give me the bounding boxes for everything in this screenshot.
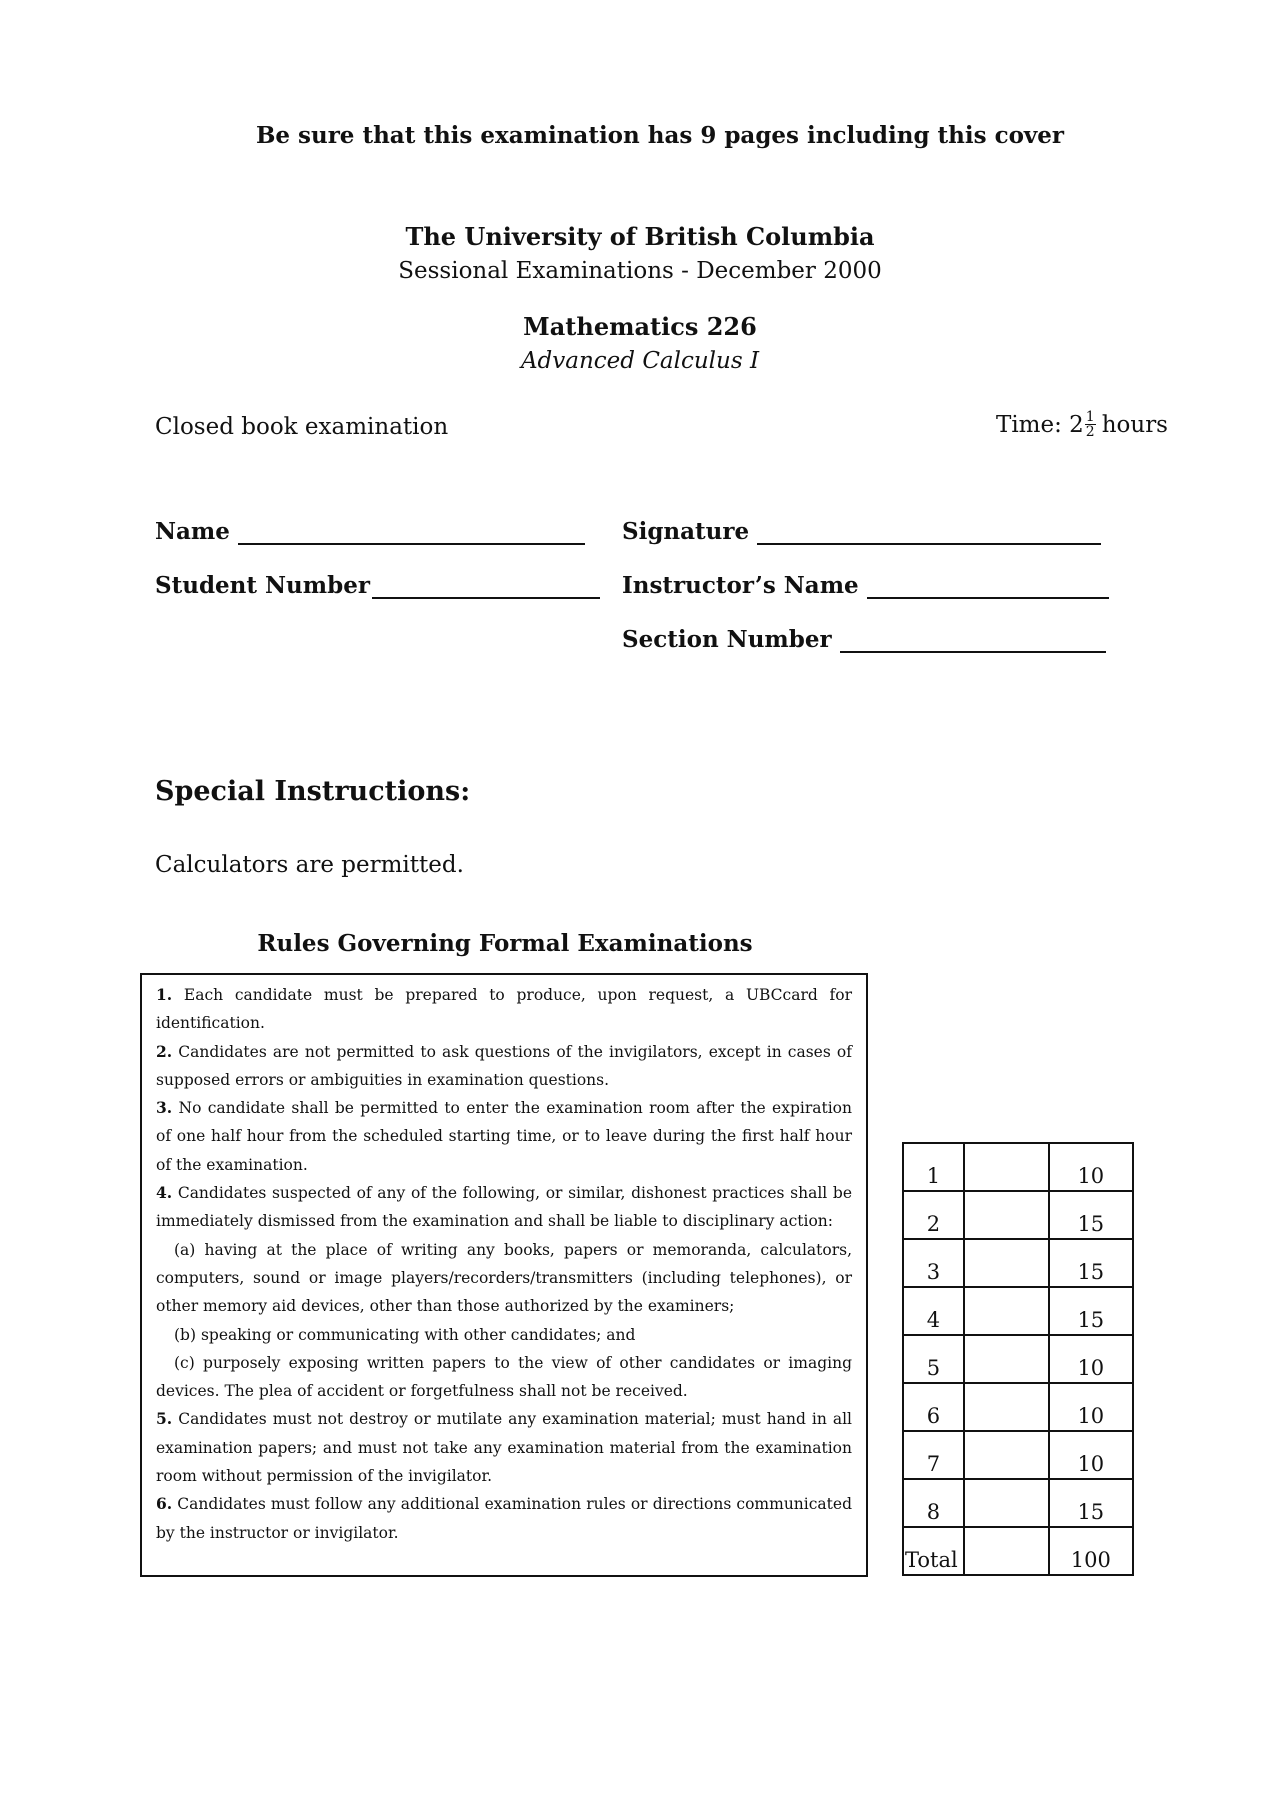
name-line[interactable] bbox=[238, 523, 585, 545]
score-cell[interactable] bbox=[964, 1239, 1049, 1287]
question-number: 2 bbox=[903, 1191, 964, 1239]
rule-item: 6. Candidates must follow any additional examination rules or directions communicated by the instructor or invigilator. bbox=[156, 1494, 852, 1542]
rule-subitem: (a) having at the place of writing any books, papers or memoranda, calculators, computers, sound or image players/recorders/transmitters (including telephones), or other memory aid devices, other than those authorized by the examiners; bbox=[156, 1240, 852, 1316]
time-unit: hours bbox=[1101, 411, 1168, 438]
max-points: 15 bbox=[1049, 1191, 1133, 1239]
table-row bbox=[903, 1287, 1133, 1335]
total-label: Total bbox=[903, 1527, 964, 1575]
cover-note: Be sure that this examination has 9 pages including this cover bbox=[255, 122, 1065, 149]
rule-item: 3. No candidate shall be permitted to enter the examination room after the expiration of one half hour from the scheduled starting time, or to leave during the first half hour of the examination. bbox=[156, 1098, 852, 1174]
question-number: 1 bbox=[903, 1143, 964, 1191]
rule-item: 5. Candidates must not destroy or mutilate any examination material; must hand in all examination papers; and must not take any examination material from the examination room without permission of the invigilator. bbox=[156, 1409, 852, 1486]
special-instructions-text: Calculators are permitted. bbox=[155, 852, 464, 878]
student-number-field bbox=[155, 572, 600, 599]
max-points: 15 bbox=[1049, 1479, 1133, 1527]
time-fraction-den: 2 bbox=[1085, 424, 1095, 440]
score-cell[interactable] bbox=[964, 1191, 1049, 1239]
max-points: 10 bbox=[1049, 1335, 1133, 1383]
table-row bbox=[903, 1383, 1133, 1431]
max-points: 10 bbox=[1049, 1431, 1133, 1479]
score-table bbox=[902, 1142, 1134, 1576]
rule-subitem: (b) speaking or communicating with other candidates; and bbox=[174, 1325, 636, 1344]
question-number: 5 bbox=[903, 1335, 964, 1383]
question-number: 3 bbox=[903, 1239, 964, 1287]
signature-line[interactable] bbox=[757, 523, 1101, 545]
score-cell[interactable] bbox=[964, 1383, 1049, 1431]
instructor-name-line[interactable] bbox=[867, 577, 1109, 599]
question-number: 8 bbox=[903, 1479, 964, 1527]
section-number-field bbox=[622, 626, 1106, 653]
name-field bbox=[155, 518, 585, 545]
name-label: Name bbox=[155, 518, 230, 545]
special-instructions-heading: Special Instructions: bbox=[155, 776, 471, 807]
table-row bbox=[903, 1239, 1133, 1287]
rule-item: 1. Each candidate must be prepared to produce, upon request, a UBCcard for identification. bbox=[156, 985, 852, 1033]
time-fraction bbox=[1085, 410, 1096, 439]
question-number: 7 bbox=[903, 1431, 964, 1479]
table-row bbox=[903, 1479, 1133, 1527]
total-score-cell[interactable] bbox=[964, 1527, 1049, 1575]
student-number-label: Student Number bbox=[155, 572, 370, 599]
session-title: Sessional Examinations - December 2000 bbox=[398, 258, 882, 284]
score-cell[interactable] bbox=[964, 1287, 1049, 1335]
table-row bbox=[903, 1335, 1133, 1383]
section-number-label: Section Number bbox=[622, 626, 832, 653]
course-name: Mathematics 226 bbox=[523, 312, 757, 341]
section-number-line[interactable] bbox=[840, 631, 1106, 653]
closed-book-note: Closed book examination bbox=[155, 414, 449, 440]
max-points: 10 bbox=[1049, 1143, 1133, 1191]
table-row bbox=[903, 1431, 1133, 1479]
rules-heading: Rules Governing Formal Examinations bbox=[257, 930, 753, 957]
max-points: 10 bbox=[1049, 1383, 1133, 1431]
instructor-name-label: Instructor’s Name bbox=[622, 572, 859, 599]
signature-label: Signature bbox=[622, 518, 750, 545]
max-points: 15 bbox=[1049, 1287, 1133, 1335]
total-points: 100 bbox=[1049, 1527, 1133, 1575]
instructor-name-field bbox=[622, 572, 1109, 599]
score-cell[interactable] bbox=[964, 1479, 1049, 1527]
rule-item: 2. Candidates are not permitted to ask questions of the invigilators, except in cases of supposed errors or ambiguities in examination questions. bbox=[156, 1041, 852, 1089]
rules-box bbox=[140, 973, 868, 1577]
time-fraction-num: 1 bbox=[1085, 409, 1095, 425]
score-cell[interactable] bbox=[964, 1143, 1049, 1191]
rule-item: 4. Candidates suspected of any of the following, or similar, dishonest practices shall be immediately dismissed from the examination and shall be liable to disciplinary action: bbox=[156, 1183, 852, 1231]
time-label: Time: 2 bbox=[995, 411, 1084, 438]
university-name: The University of British Columbia bbox=[405, 222, 875, 251]
table-row bbox=[903, 1191, 1133, 1239]
question-number: 6 bbox=[903, 1383, 964, 1431]
score-cell[interactable] bbox=[964, 1335, 1049, 1383]
signature-field bbox=[622, 518, 1101, 545]
time-allowed bbox=[996, 410, 1168, 439]
course-title: Advanced Calculus I bbox=[520, 348, 760, 374]
max-points: 15 bbox=[1049, 1239, 1133, 1287]
rule-subitem: (c) purposely exposing written papers to the view of other candidates or imaging devices. The plea of accident or forgetfulness shall not be received. bbox=[156, 1353, 852, 1401]
score-cell[interactable] bbox=[964, 1431, 1049, 1479]
question-number: 4 bbox=[903, 1287, 964, 1335]
student-number-line[interactable] bbox=[372, 577, 600, 599]
table-row bbox=[903, 1143, 1133, 1191]
table-row-total bbox=[903, 1527, 1133, 1575]
